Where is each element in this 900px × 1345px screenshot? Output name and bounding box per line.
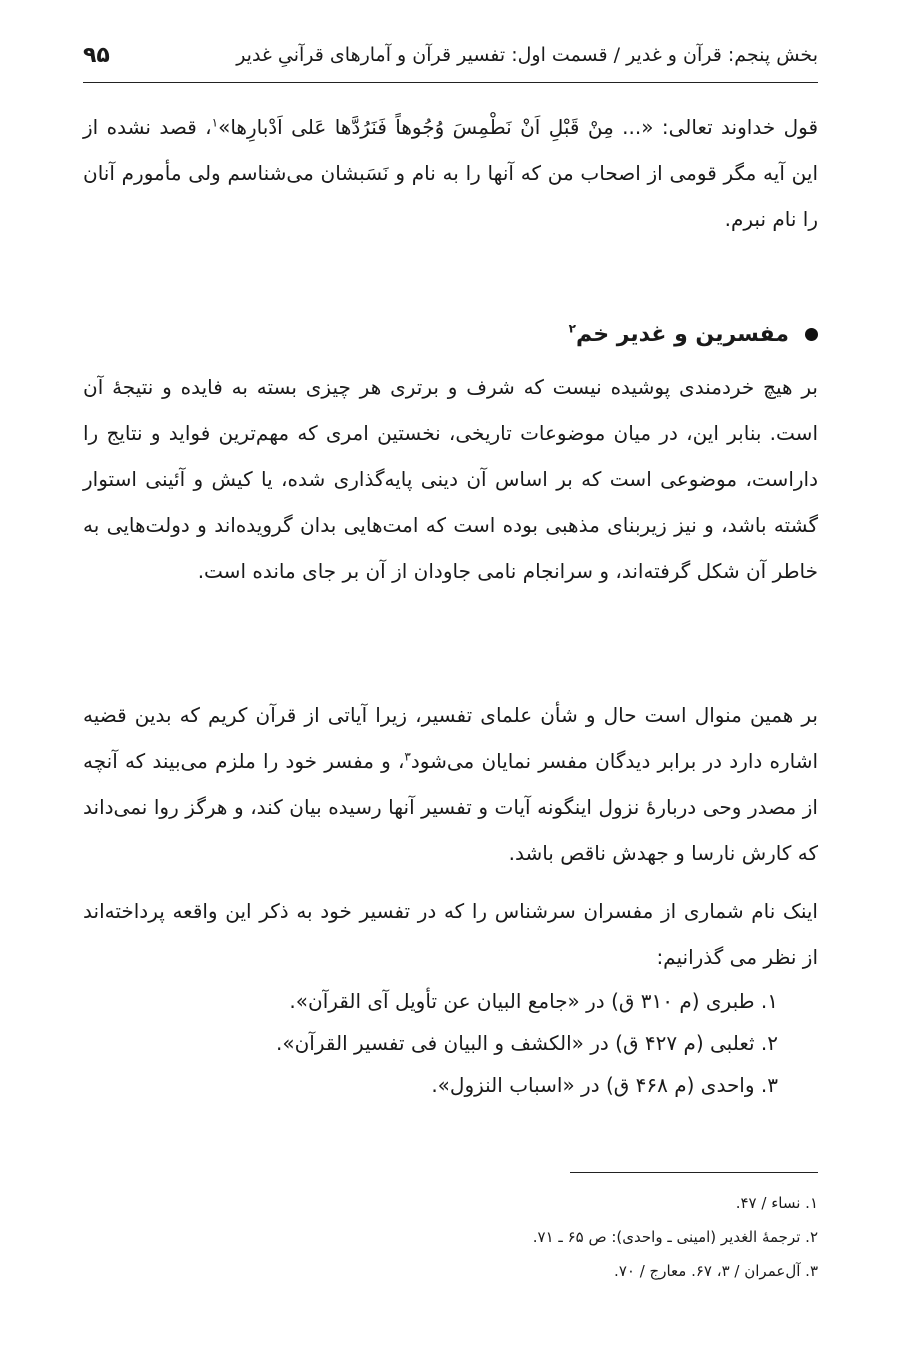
section-heading-text: مفسرین و غدیر خم: [575, 321, 789, 347]
section-heading: [83, 312, 818, 356]
list-item: ۲. ثعلبی (م ۴۲۷ ق) در «الکشف و البیان فی تفسیر القرآن».: [276, 1031, 778, 1055]
paragraph-1-text-after: ، قصد نشده از این آیه مگر قومی از اصحاب من که آنها را به نام و نَسَبشان می‌شناسم ولی مأمورم آنان را نام نبرم.: [83, 115, 818, 231]
footnote-rule: [570, 1172, 818, 1173]
paragraph-1-text: قول خداوند تعالی: «... مِنْ قَبْلِ اَنْ نَطْمِسَ وُجُوهاً فَنَرُدَّها عَلی اَدْبارِها»: [218, 115, 818, 139]
footnote-ref-1[interactable]: ۱: [211, 115, 219, 130]
footnotes: [83, 1186, 818, 1288]
running-header: [83, 30, 818, 80]
paragraph-4: اینک نام شماری از مفسران سرشناس را که در تفسیر خود به ذکر این واقعه پرداخته‌اند از نظر می گذرانیم:: [83, 899, 818, 969]
list-item: ۱. طبری (م ۳۱۰ ق) در «جامع البیان عن تأویل آی القرآن».: [289, 989, 778, 1013]
list-item: ۳. واحدی (م ۴۶۸ ق) در «اسباب النزول».: [431, 1073, 778, 1097]
footnote-item: ۳. آل‌عمران / ۳، ۶۷. معارج / ۷۰.: [614, 1262, 818, 1280]
bullet-icon: [805, 328, 818, 341]
footnote-item: ۱. نساء / ۴۷.: [735, 1194, 818, 1212]
footnote-ref-3[interactable]: ۳: [404, 749, 411, 764]
paragraph-2: بر هیچ خردمندی پوشیده نیست که شرف و برتری هر چیزی بسته به فایده و نتیجهٔ آن است. بنابر این، در میان موضوعات تاریخی، نخستین امری که مهم‌ترین فواید و نتایج را داراست، موضوعی است که بر اساس آن دینی پایه‌گذاری شده، یا کیش و آئینی استوار گشته باشد، و نیز زیربنای مذهبی بوده است که امت‌هایی بدان گرویده‌اند و دولت‌هایی به خاطر آن شکل گرفته‌اند، و سرانجام نامی جاودان از آن بر جای مانده است.: [83, 375, 818, 583]
paragraph-3-text-after: ، و مفسر خود را ملزم می‌بیند که آنچه از مصدر وحی دربارهٔ نزول اینگونه آیات و تفسیر آنها رسیده بیان کند، و هرگز روا نمی‌داند که کارش نارسا و جهدش ناقص باشد.: [83, 749, 818, 865]
page-number: ۹۵: [83, 42, 110, 68]
footnote-item: ۲. ترجمهٔ الغدیر (امینی ـ واحدی): ص ۶۵ ـ ۷۱.: [532, 1228, 818, 1246]
footnote-ref-2[interactable]: ۲: [568, 321, 576, 336]
paragraph-1: [83, 104, 818, 242]
commentators-list: [83, 980, 778, 1106]
header-rule: [83, 82, 818, 83]
paragraph-3-text: بر همین منوال است حال و شأن علمای تفسیر، زیرا آیاتی از قرآن کریم که بدین قضیه اشاره دارد در برابر دیدگان مفسر نمایان می‌شود: [83, 703, 819, 773]
paragraph-3: [83, 692, 818, 876]
header-title: بخش پنجم: قرآن و غدیر / قسمت اول: تفسیر قرآن و آمارهای قرآنیِ غدیر: [236, 44, 818, 66]
